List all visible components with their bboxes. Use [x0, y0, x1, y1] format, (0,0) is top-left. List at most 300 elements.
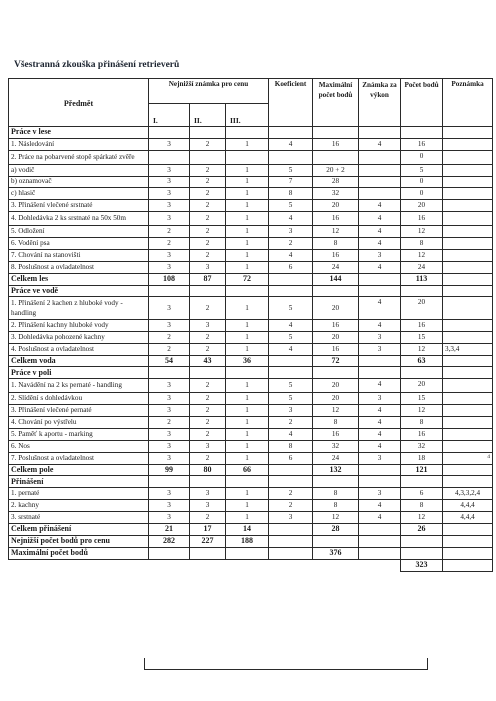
points-cell	[401, 547, 443, 559]
note-cell	[443, 379, 493, 393]
grade-cell	[359, 476, 401, 488]
grade-ii-cell	[190, 150, 226, 164]
max-points-cell: 20 + 2	[313, 164, 359, 176]
coefficient-cell: 4	[269, 249, 313, 261]
coefficient-cell: 5	[269, 200, 313, 212]
grade-ii-cell: 3	[190, 319, 226, 331]
grade-iii-cell: 1	[226, 297, 269, 319]
coefficient-cell	[269, 285, 313, 297]
grade-i-cell	[149, 547, 190, 559]
points-cell: 16	[401, 212, 443, 226]
grade-i-cell: 3	[149, 138, 190, 150]
grade-ii-cell: 3	[190, 261, 226, 273]
subject-cell: 1. pernaté	[9, 488, 149, 500]
table-row	[9, 331, 493, 343]
note-cell	[443, 331, 493, 343]
max-points-cell	[313, 476, 359, 488]
subject-cell: Nejnižší počet bodů pro cenu	[9, 535, 149, 547]
coefficient-cell: 4	[269, 428, 313, 440]
subject-cell: 5. Odložení	[9, 226, 149, 238]
table-row	[9, 559, 493, 571]
note-cell: 4,4,4	[443, 512, 493, 524]
grade-iii-cell: 72	[226, 273, 269, 285]
max-points-cell	[313, 285, 359, 297]
grade-ii-cell: 2	[190, 138, 226, 150]
max-points-cell: 8	[313, 238, 359, 250]
grade-cell	[359, 273, 401, 285]
grade-i-cell	[149, 127, 190, 139]
grade-cell: 3	[359, 331, 401, 343]
coefficient-cell: 3	[269, 512, 313, 524]
points-cell: 8	[401, 238, 443, 250]
grade-ii-cell: 2	[190, 417, 226, 429]
table-row	[9, 512, 493, 524]
grade-i-cell: 3	[149, 188, 190, 200]
note-cell	[443, 524, 493, 536]
note-cell	[443, 535, 493, 547]
grade-cell	[359, 188, 401, 200]
grade-i-cell	[149, 150, 190, 164]
subject-cell: 2. Přinášení kachny hluboké vody	[9, 319, 149, 331]
grade-cell: 4	[359, 261, 401, 273]
subject-cell: b) oznamovač	[9, 176, 149, 188]
grade-iii-cell: 1	[226, 238, 269, 250]
grade-cell: 4	[359, 440, 401, 452]
grade-i-cell: 3	[149, 200, 190, 212]
grade-cell: 3	[359, 249, 401, 261]
points-cell: 12	[401, 512, 443, 524]
grade-iii-cell	[226, 559, 269, 571]
points-cell: 18	[401, 452, 443, 464]
subject-cell: 3. Dohledávka pohozené kachny	[9, 331, 149, 343]
note-cell: 3,3,4	[443, 343, 493, 355]
subject-cell: 3. Přinášení vlečené pernaté	[9, 405, 149, 417]
grade-cell: 4	[359, 200, 401, 212]
grade-iii-cell: 1	[226, 417, 269, 429]
grade-cell	[359, 176, 401, 188]
grade-iii-cell: 1	[226, 440, 269, 452]
coefficient-cell: 5	[269, 164, 313, 176]
header-grade-ii: II.	[190, 104, 226, 127]
max-points-cell: 28	[313, 524, 359, 536]
coefficient-cell: 2	[269, 488, 313, 500]
points-cell: 121	[401, 464, 443, 476]
coefficient-cell	[269, 273, 313, 285]
table-row	[9, 393, 493, 405]
grade-i-cell: 21	[149, 524, 190, 536]
grade-cell	[359, 164, 401, 176]
coefficient-cell	[269, 524, 313, 536]
max-points-cell: 28	[313, 176, 359, 188]
total-row	[9, 524, 493, 536]
grade-i-cell: 3	[149, 249, 190, 261]
points-cell: 0	[401, 188, 443, 200]
grade-ii-cell: 2	[190, 176, 226, 188]
subject-cell: a) vodič	[9, 164, 149, 176]
max-points-cell: 32	[313, 440, 359, 452]
grade-cell	[359, 285, 401, 297]
header-grade-i: I.	[149, 104, 190, 127]
subject-cell: 2. kachny	[9, 500, 149, 512]
grade-iii-cell: 1	[226, 176, 269, 188]
note-cell	[443, 476, 493, 488]
coefficient-cell: 8	[269, 440, 313, 452]
table-row	[9, 417, 493, 429]
grade-iii-cell: 1	[226, 428, 269, 440]
points-cell: 16	[401, 138, 443, 150]
coefficient-cell: 4	[269, 138, 313, 150]
subject-cell: Celkem voda	[9, 355, 149, 367]
max-points-cell: 8	[313, 500, 359, 512]
grade-i-cell	[149, 559, 190, 571]
note-cell	[443, 319, 493, 331]
coefficient-cell	[269, 476, 313, 488]
points-cell: 32	[401, 440, 443, 452]
grade-cell: 4	[359, 512, 401, 524]
note-cell	[443, 138, 493, 150]
points-cell: 20	[401, 379, 443, 393]
grade-iii-cell: 188	[226, 535, 269, 547]
subject-cell: 4. Dohledávka 2 ks srstnaté na 50x 50m	[9, 212, 149, 226]
coefficient-cell	[269, 535, 313, 547]
subject-cell: 1. Navádění na 2 ks pernaté - handling	[9, 379, 149, 393]
grade-ii-cell: 43	[190, 355, 226, 367]
grade-iii-cell: 36	[226, 355, 269, 367]
subject-cell: 3. srstnaté	[9, 512, 149, 524]
points-cell: 8	[401, 417, 443, 429]
max-points-cell	[313, 127, 359, 139]
grade-i-cell: 108	[149, 273, 190, 285]
points-cell: 0	[401, 150, 443, 164]
grade-iii-cell: 1	[226, 331, 269, 343]
max-points-cell: 16	[313, 319, 359, 331]
grade-cell: 4	[359, 405, 401, 417]
table-row	[9, 261, 493, 273]
grade-i-cell: 2	[149, 226, 190, 238]
total-row	[9, 273, 493, 285]
note-cell	[443, 405, 493, 417]
table-row	[9, 138, 493, 150]
grade-i-cell: 282	[149, 535, 190, 547]
section-title: Práce v lese	[9, 127, 149, 139]
note-cell	[443, 200, 493, 212]
grade-ii-cell: 2	[190, 405, 226, 417]
grade-cell	[359, 547, 401, 559]
note-cell	[443, 273, 493, 285]
table-row	[9, 500, 493, 512]
coefficient-cell: 8	[269, 188, 313, 200]
grade-iii-cell	[226, 127, 269, 139]
grade-ii-cell: 2	[190, 249, 226, 261]
table-row	[9, 238, 493, 250]
grade-i-cell: 2	[149, 343, 190, 355]
coefficient-cell: 6	[269, 452, 313, 464]
table-row	[9, 226, 493, 238]
table-row	[9, 343, 493, 355]
header-coefficient: Koeficient	[269, 79, 313, 127]
table-row	[9, 297, 493, 319]
subject-cell: Maximální počet bodů	[9, 547, 149, 559]
grade-cell: 4	[359, 428, 401, 440]
grade-i-cell: 2	[149, 238, 190, 250]
max-points-cell: 144	[313, 273, 359, 285]
subject-cell	[9, 559, 149, 571]
grade-cell	[359, 559, 401, 571]
subject-cell: Celkem pole	[9, 464, 149, 476]
header-points: Počet bodů	[401, 79, 443, 127]
subject-cell: 3. Přinášení vlečené srstnaté	[9, 200, 149, 212]
grade-iii-cell: 1	[226, 405, 269, 417]
grade-cell: 3	[359, 488, 401, 500]
coefficient-cell	[269, 464, 313, 476]
grade-ii-cell: 2	[190, 343, 226, 355]
points-cell: 26	[401, 524, 443, 536]
subject-cell: 6. Nos	[9, 440, 149, 452]
note-cell	[443, 212, 493, 226]
header-max-points: Maximální počet bodů	[313, 79, 359, 127]
grade-ii-cell: 2	[190, 452, 226, 464]
grade-iii-cell: 1	[226, 319, 269, 331]
table-row	[9, 249, 493, 261]
subject-cell: 4. Chování po výstřelu	[9, 417, 149, 429]
grade-iii-cell: 1	[226, 249, 269, 261]
coefficient-cell: 3	[269, 405, 313, 417]
grade-ii-cell: 2	[190, 297, 226, 319]
note-cell	[443, 188, 493, 200]
grade-cell: 3	[359, 343, 401, 355]
header-grade-performance: Známka za výkon	[359, 79, 401, 127]
grade-cell	[359, 524, 401, 536]
table-row	[9, 176, 493, 188]
coefficient-cell: 5	[269, 331, 313, 343]
grade-cell: 4	[359, 226, 401, 238]
grade-iii-cell: 1	[226, 226, 269, 238]
coefficient-cell	[269, 559, 313, 571]
header-grade-iii: III.	[226, 104, 269, 127]
max-points-cell: 8	[313, 417, 359, 429]
points-cell: 323	[401, 559, 443, 571]
note-cell	[443, 297, 493, 319]
max-points-cell: 12	[313, 512, 359, 524]
grade-cell: 3	[359, 393, 401, 405]
points-cell: 12	[401, 249, 443, 261]
note-cell	[443, 127, 493, 139]
grade-cell: 4	[359, 379, 401, 393]
table-row	[9, 379, 493, 393]
table-continuation	[144, 658, 428, 670]
grade-cell	[359, 535, 401, 547]
points-cell: 15	[401, 331, 443, 343]
note-cell	[443, 393, 493, 405]
grade-i-cell: 3	[149, 512, 190, 524]
grade-ii-cell	[190, 285, 226, 297]
grade-i-cell: 3	[149, 500, 190, 512]
grade-ii-cell: 3	[190, 440, 226, 452]
grade-i-cell: 3	[149, 261, 190, 273]
coefficient-cell	[269, 547, 313, 559]
grade-iii-cell: 1	[226, 452, 269, 464]
grade-ii-cell: 2	[190, 512, 226, 524]
grade-cell: 4	[359, 212, 401, 226]
grade-iii-cell: 1	[226, 138, 269, 150]
coefficient-cell: 4	[269, 343, 313, 355]
coefficient-cell: 3	[269, 226, 313, 238]
coefficient-cell: 2	[269, 238, 313, 250]
grade-ii-cell: 2	[190, 428, 226, 440]
total-row	[9, 355, 493, 367]
note-cell	[443, 261, 493, 273]
points-cell: 12	[401, 405, 443, 417]
table-row	[9, 488, 493, 500]
grade-cell	[359, 367, 401, 379]
table-row	[9, 319, 493, 331]
points-cell	[401, 127, 443, 139]
coefficient-cell: 4	[269, 319, 313, 331]
coefficient-cell: 7	[269, 176, 313, 188]
subject-cell: Celkem les	[9, 273, 149, 285]
grade-i-cell: 2	[149, 331, 190, 343]
points-cell	[401, 476, 443, 488]
grade-i-cell: 3	[149, 393, 190, 405]
max-points-cell: 72	[313, 355, 359, 367]
grade-i-cell: 2	[149, 417, 190, 429]
max-points-cell: 20	[313, 393, 359, 405]
points-cell: 24	[401, 261, 443, 273]
points-cell: 5	[401, 164, 443, 176]
grade-ii-cell	[190, 559, 226, 571]
grade-ii-cell: 17	[190, 524, 226, 536]
section-title: Práce v poli	[9, 367, 149, 379]
points-cell: 12	[401, 343, 443, 355]
note-cell	[443, 428, 493, 440]
header-subject: Předmět	[9, 79, 149, 127]
max-points-cell: 16	[313, 212, 359, 226]
coefficient-cell	[269, 355, 313, 367]
coefficient-cell: 2	[269, 500, 313, 512]
points-cell: 8	[401, 500, 443, 512]
grade-cell: 3	[359, 452, 401, 464]
table-row	[9, 188, 493, 200]
header-min-grade: Nejnižší známka pro cenu	[149, 79, 269, 104]
table-row	[9, 164, 493, 176]
grade-iii-cell	[226, 476, 269, 488]
grade-i-cell: 3	[149, 452, 190, 464]
grade-i-cell: 3	[149, 405, 190, 417]
grade-ii-cell: 2	[190, 212, 226, 226]
max-points-cell: 32	[313, 188, 359, 200]
grade-cell: 4	[359, 238, 401, 250]
note-cell	[443, 238, 493, 250]
grade-cell: 4	[359, 500, 401, 512]
subject-cell: 7. Poslušnost a ovladatelnost	[9, 452, 149, 464]
points-cell	[401, 535, 443, 547]
grade-cell: 4	[359, 138, 401, 150]
total-row	[9, 547, 493, 559]
table-row	[9, 428, 493, 440]
subject-cell: 1. Přinášení 2 kachen z hluboké vody - handling	[9, 297, 149, 319]
coefficient-cell: 5	[269, 393, 313, 405]
max-points-cell	[313, 150, 359, 164]
max-points-cell: 12	[313, 405, 359, 417]
note-cell	[443, 547, 493, 559]
note-cell	[443, 559, 493, 571]
note-cell	[443, 164, 493, 176]
grade-cell	[359, 127, 401, 139]
grade-cell	[359, 150, 401, 164]
grade-i-cell: 3	[149, 164, 190, 176]
table-row	[9, 212, 493, 226]
grade-iii-cell: 1	[226, 188, 269, 200]
grade-i-cell: 99	[149, 464, 190, 476]
max-points-cell: 20	[313, 379, 359, 393]
grade-ii-cell: 2	[190, 188, 226, 200]
grade-ii-cell: 2	[190, 393, 226, 405]
max-points-cell: 16	[313, 428, 359, 440]
grade-i-cell: 3	[149, 428, 190, 440]
table-row	[9, 150, 493, 164]
coefficient-cell	[269, 367, 313, 379]
grade-ii-cell	[190, 476, 226, 488]
grade-i-cell	[149, 285, 190, 297]
subject-cell: 5. Paměť k aportu - marking	[9, 428, 149, 440]
subject-cell: 2. Práce na pobarvené stopě spárkaté zvěře	[9, 150, 149, 164]
grade-cell: 4	[359, 319, 401, 331]
grade-i-cell: 3	[149, 176, 190, 188]
max-points-cell: 132	[313, 464, 359, 476]
grade-iii-cell: 1	[226, 261, 269, 273]
subject-cell: c) hlasič	[9, 188, 149, 200]
grade-iii-cell	[226, 547, 269, 559]
coefficient-cell: 4	[269, 212, 313, 226]
points-cell: 6	[401, 488, 443, 500]
note-cell: 4,4,4	[443, 500, 493, 512]
subject-cell: 8. Poslušnost a ovladatelnost	[9, 261, 149, 273]
points-cell: 16	[401, 428, 443, 440]
grade-i-cell: 54	[149, 355, 190, 367]
grade-iii-cell: 14	[226, 524, 269, 536]
max-points-cell: 376	[313, 547, 359, 559]
grade-cell	[359, 464, 401, 476]
max-points-cell: 16	[313, 343, 359, 355]
grade-i-cell: 3	[149, 440, 190, 452]
grade-ii-cell	[190, 367, 226, 379]
grade-iii-cell	[226, 150, 269, 164]
note-cell	[443, 249, 493, 261]
grade-cell: 4	[359, 297, 401, 319]
grade-iii-cell: 1	[226, 343, 269, 355]
grade-ii-cell	[190, 127, 226, 139]
subject-cell: 1. Následování	[9, 138, 149, 150]
document-title: Všestranná zkouška přinášení retrieverů	[14, 60, 180, 70]
section-title: Přinášení	[9, 476, 149, 488]
note-cell	[443, 464, 493, 476]
note-cell	[443, 176, 493, 188]
max-points-cell: 16	[313, 138, 359, 150]
table-row	[9, 200, 493, 212]
coefficient-cell: 5	[269, 379, 313, 393]
points-cell: 12	[401, 226, 443, 238]
grade-ii-cell: 3	[190, 488, 226, 500]
note-cell	[443, 226, 493, 238]
max-points-cell: 24	[313, 452, 359, 464]
grade-i-cell: 3	[149, 379, 190, 393]
points-cell: 63	[401, 355, 443, 367]
grade-cell	[359, 355, 401, 367]
section-title: Práce ve vodě	[9, 285, 149, 297]
table-row	[9, 452, 493, 464]
grade-iii-cell: 1	[226, 488, 269, 500]
note-cell	[443, 150, 493, 164]
